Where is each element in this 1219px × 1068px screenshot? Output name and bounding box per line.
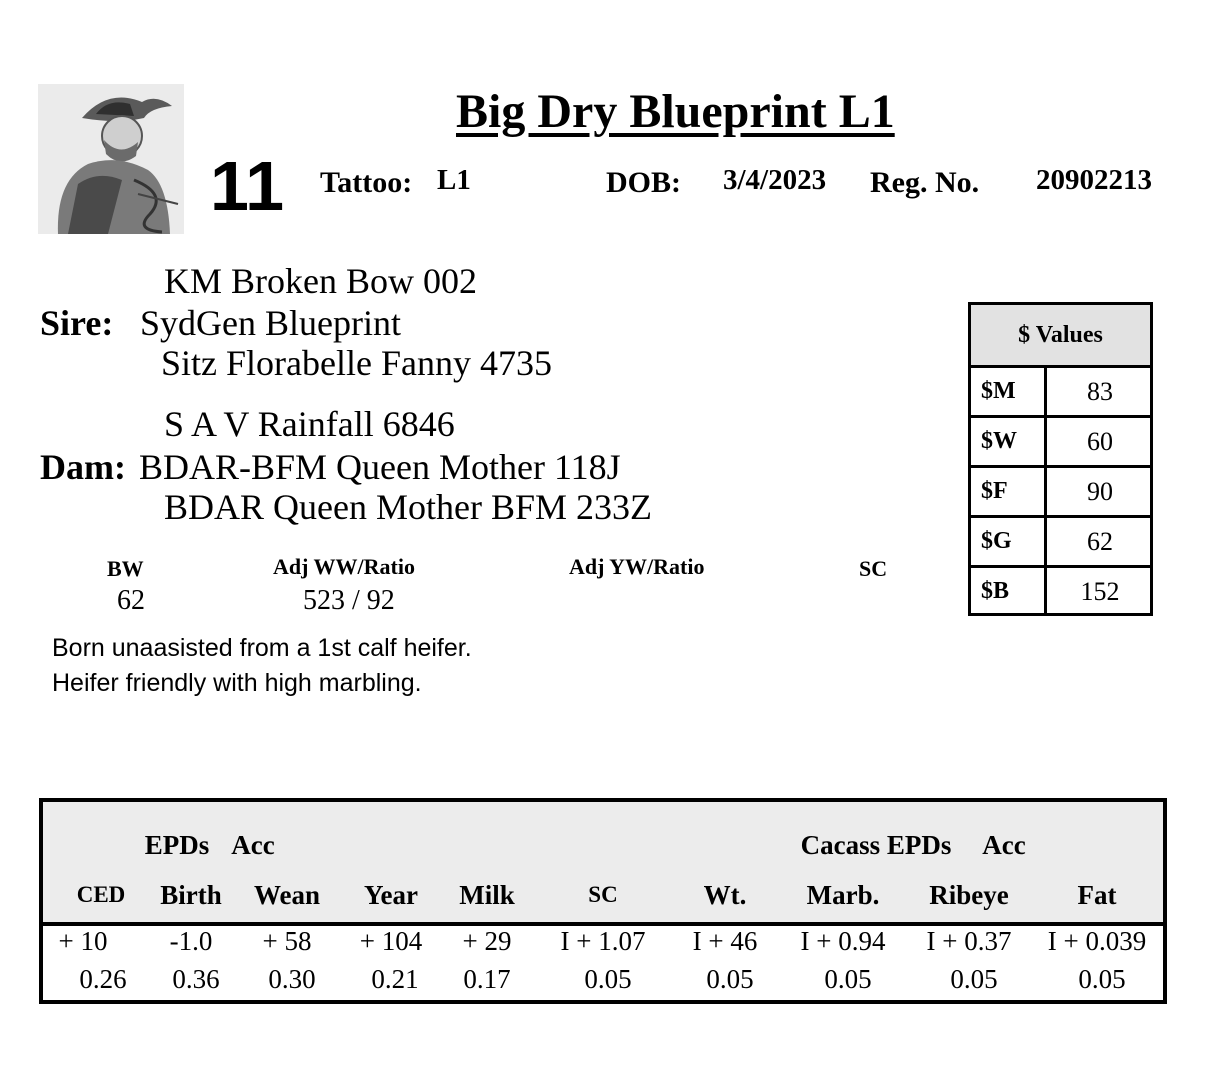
epd-acc-ribeye: 0.05 xyxy=(950,964,998,994)
dollar-values-table xyxy=(968,302,1153,616)
yw-label: Adj YW/Ratio xyxy=(569,554,705,579)
epd-group-label: EPDs xyxy=(144,830,210,860)
col-header-ced: CED xyxy=(76,882,126,907)
tattoo-label: Tattoo: xyxy=(320,166,413,199)
reg-label: Reg. No. xyxy=(870,166,980,199)
note-line-1: Born unaasisted from a 1st calf heifer. xyxy=(52,634,472,662)
col-header-sc: SC xyxy=(588,882,618,907)
epd-acc-fat: 0.05 xyxy=(1078,964,1126,994)
note-line-2: Heifer friendly with high marbling. xyxy=(52,669,422,697)
dollar-key: $M xyxy=(971,368,1047,415)
epd-table xyxy=(39,798,1167,1004)
epd-value-birth: -1.0 xyxy=(169,926,213,956)
ww-label: Adj WW/Ratio xyxy=(273,554,415,579)
epd-value-year: + 104 xyxy=(359,926,423,956)
sc-label: SC xyxy=(859,556,888,581)
epd-acc-ced: 0.26 xyxy=(79,964,127,994)
epd-acc-year: 0.21 xyxy=(371,964,419,994)
carcass-group-label: Cacass EPDs xyxy=(800,830,952,860)
col-header-wean: Wean xyxy=(253,880,321,910)
sire-dam: Sitz Florabelle Fanny 4735 xyxy=(161,343,552,383)
epd-table-header xyxy=(43,802,1163,926)
epd-value-wt: I + 46 xyxy=(692,926,758,956)
sire-name: SydGen Blueprint xyxy=(140,303,401,343)
epd-acc-birth: 0.36 xyxy=(172,964,220,994)
epd-value-marb: I + 0.94 xyxy=(800,926,886,956)
col-header-wt: Wt. xyxy=(703,880,747,910)
dob-value: 3/4/2023 xyxy=(723,164,827,196)
reg-value: 20902213 xyxy=(1036,164,1152,196)
dollar-key: $B xyxy=(971,568,1047,615)
tattoo-value: L1 xyxy=(437,164,471,196)
epd-value-ribeye: I + 0.37 xyxy=(926,926,1012,956)
epd-value-ced: + 10 xyxy=(58,926,108,956)
dollar-value: 90 xyxy=(1087,476,1113,506)
dam-sire: S A V Rainfall 6846 xyxy=(164,404,455,444)
col-header-milk: Milk xyxy=(459,880,515,910)
dollar-row xyxy=(971,515,1150,565)
carcass-group-acc: Acc xyxy=(982,830,1026,860)
dam-name: BDAR-BFM Queen Mother 118J xyxy=(139,447,621,487)
epd-value-fat: I + 0.039 xyxy=(1047,926,1147,956)
col-header-marb: Marb. xyxy=(806,880,880,910)
epd-value-sc: I + 1.07 xyxy=(560,926,646,956)
sire-sire: KM Broken Bow 002 xyxy=(164,261,477,301)
dollar-values-title: $ Values xyxy=(971,305,1150,368)
bw-label: BW xyxy=(107,556,144,581)
col-header-ribeye: Ribeye xyxy=(929,880,1009,910)
dollar-row xyxy=(971,415,1150,465)
epd-value-wean: + 58 xyxy=(262,926,312,956)
dollar-value: 60 xyxy=(1087,426,1113,456)
dollar-value: 152 xyxy=(1080,576,1120,606)
col-header-birth: Birth xyxy=(160,880,222,910)
sire-label: Sire: xyxy=(40,303,114,343)
ww-value: 523 / 92 xyxy=(303,585,395,616)
epd-acc-sc: 0.05 xyxy=(584,964,632,994)
dollar-row xyxy=(971,565,1150,615)
epd-group-acc: Acc xyxy=(231,830,275,860)
dollar-value: 83 xyxy=(1087,376,1113,406)
dollar-key: $G xyxy=(971,518,1047,565)
dam-dam: BDAR Queen Mother BFM 233Z xyxy=(164,487,652,527)
dollar-key: $W xyxy=(971,418,1047,465)
dollar-value: 62 xyxy=(1087,526,1113,556)
epd-acc-marb: 0.05 xyxy=(824,964,872,994)
bw-value: 62 xyxy=(117,585,145,616)
col-header-fat: Fat xyxy=(1077,880,1117,910)
cowboy-portrait-icon xyxy=(38,84,184,234)
epd-acc-wt: 0.05 xyxy=(706,964,754,994)
lot-number: 11 xyxy=(210,147,284,225)
dollar-row xyxy=(971,368,1150,415)
epd-acc-milk: 0.17 xyxy=(463,964,511,994)
dam-label: Dam: xyxy=(40,447,126,487)
epd-value-milk: + 29 xyxy=(462,926,512,956)
page-title: Big Dry Blueprint L1 xyxy=(456,85,895,138)
dollar-row xyxy=(971,465,1150,515)
dob-label: DOB: xyxy=(606,166,681,199)
col-header-year: Year xyxy=(364,880,418,910)
epd-acc-wean: 0.30 xyxy=(268,964,316,994)
dollar-key: $F xyxy=(971,468,1047,515)
